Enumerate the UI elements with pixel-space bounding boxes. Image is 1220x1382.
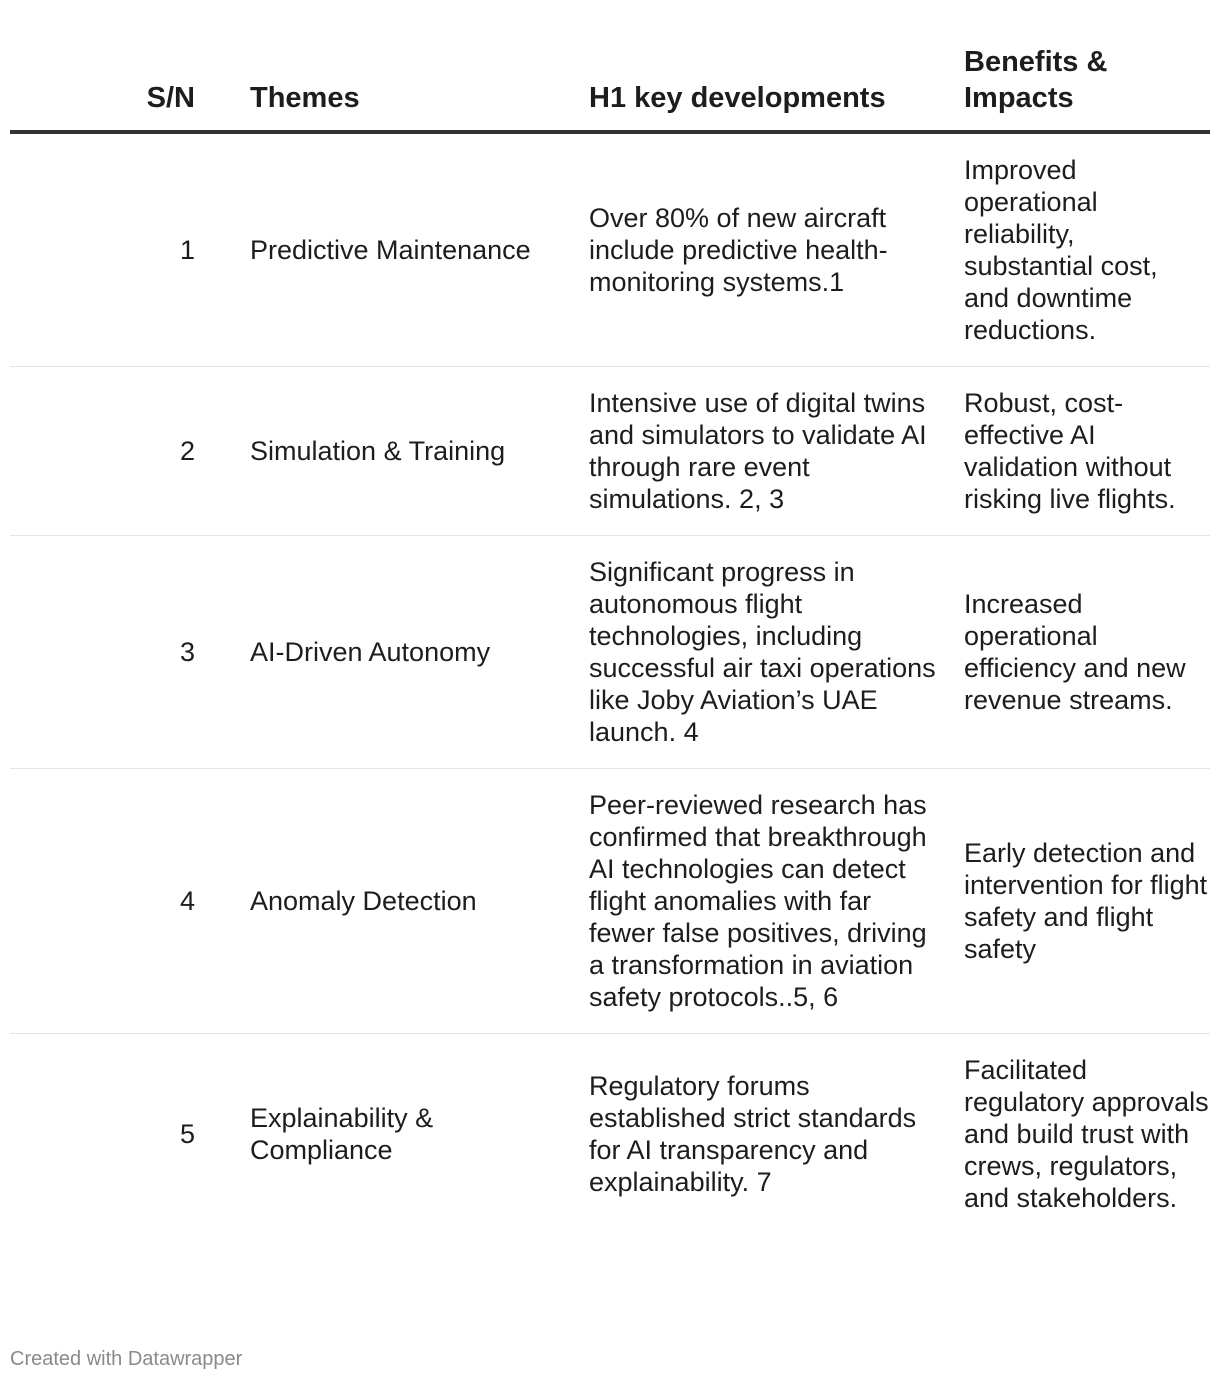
column-header-themes: Themes bbox=[195, 40, 579, 132]
data-table-container bbox=[10, 40, 1210, 1234]
column-header-developments: H1 key developments bbox=[579, 40, 953, 132]
cell-sn: 5 bbox=[179, 1119, 195, 1149]
cell-sn: 3 bbox=[10, 536, 195, 769]
table-header bbox=[10, 40, 1210, 132]
table-row bbox=[10, 367, 1210, 536]
cell-benefit: Facilitated regulatory approvals and build trust with crews, regulators, and stakeholders. bbox=[964, 1055, 1209, 1213]
cell-theme: Anomaly Detection bbox=[195, 769, 579, 1034]
header-row bbox=[10, 40, 1210, 132]
table-body bbox=[10, 132, 1210, 1234]
cell-sn: 1 bbox=[10, 132, 195, 367]
cell-development: Regulatory forums established strict standards for AI transparency and explainability. 7 bbox=[589, 1071, 917, 1197]
cell-development: Significant progress in autonomous flight technologies, including successful air taxi operations like Joby Aviation’s UAE launch. 4 bbox=[579, 536, 953, 769]
table-row bbox=[10, 536, 1210, 769]
cell-theme: AI-Driven Autonomy bbox=[195, 536, 579, 769]
cell-theme: Predictive Maintenance bbox=[195, 132, 579, 367]
cell-benefit: Increased operational efficiency and new revenue streams. bbox=[953, 536, 1210, 769]
data-table bbox=[10, 40, 1210, 1234]
cell-benefit: Improved operational reliability, substantial cost, and downtime reductions. bbox=[953, 132, 1210, 367]
column-header-benefits: Benefits & Impacts bbox=[953, 40, 1210, 132]
table-row bbox=[10, 1034, 1210, 1235]
cell-theme: Explainability & Compliance bbox=[250, 1103, 434, 1165]
table-row bbox=[10, 769, 1210, 1034]
cell-development: Intensive use of digital twins and simulators to validate AI through rare event simulations. 2, 3 bbox=[579, 367, 953, 536]
cell-theme: Simulation & Training bbox=[195, 367, 579, 536]
column-header-sn: S/N bbox=[10, 40, 195, 132]
cell-development: Over 80% of new aircraft include predictive health-monitoring systems.1 bbox=[579, 132, 953, 367]
cell-benefit: Early detection and intervention for flight safety and flight safety bbox=[953, 769, 1210, 1034]
table-row bbox=[10, 132, 1210, 367]
cell-benefit: Robust, cost-effective AI validation without risking live flights. bbox=[953, 367, 1210, 536]
cell-sn: 4 bbox=[10, 769, 195, 1034]
datawrapper-credit: Created with Datawrapper bbox=[10, 1348, 243, 1370]
cell-development: Peer-reviewed research has confirmed that breakthrough AI technologies can detect flight anomalies with far fewer false positives, driving a transformation in aviation safety protocols..5, 6 bbox=[579, 769, 953, 1034]
cell-sn: 2 bbox=[10, 367, 195, 536]
